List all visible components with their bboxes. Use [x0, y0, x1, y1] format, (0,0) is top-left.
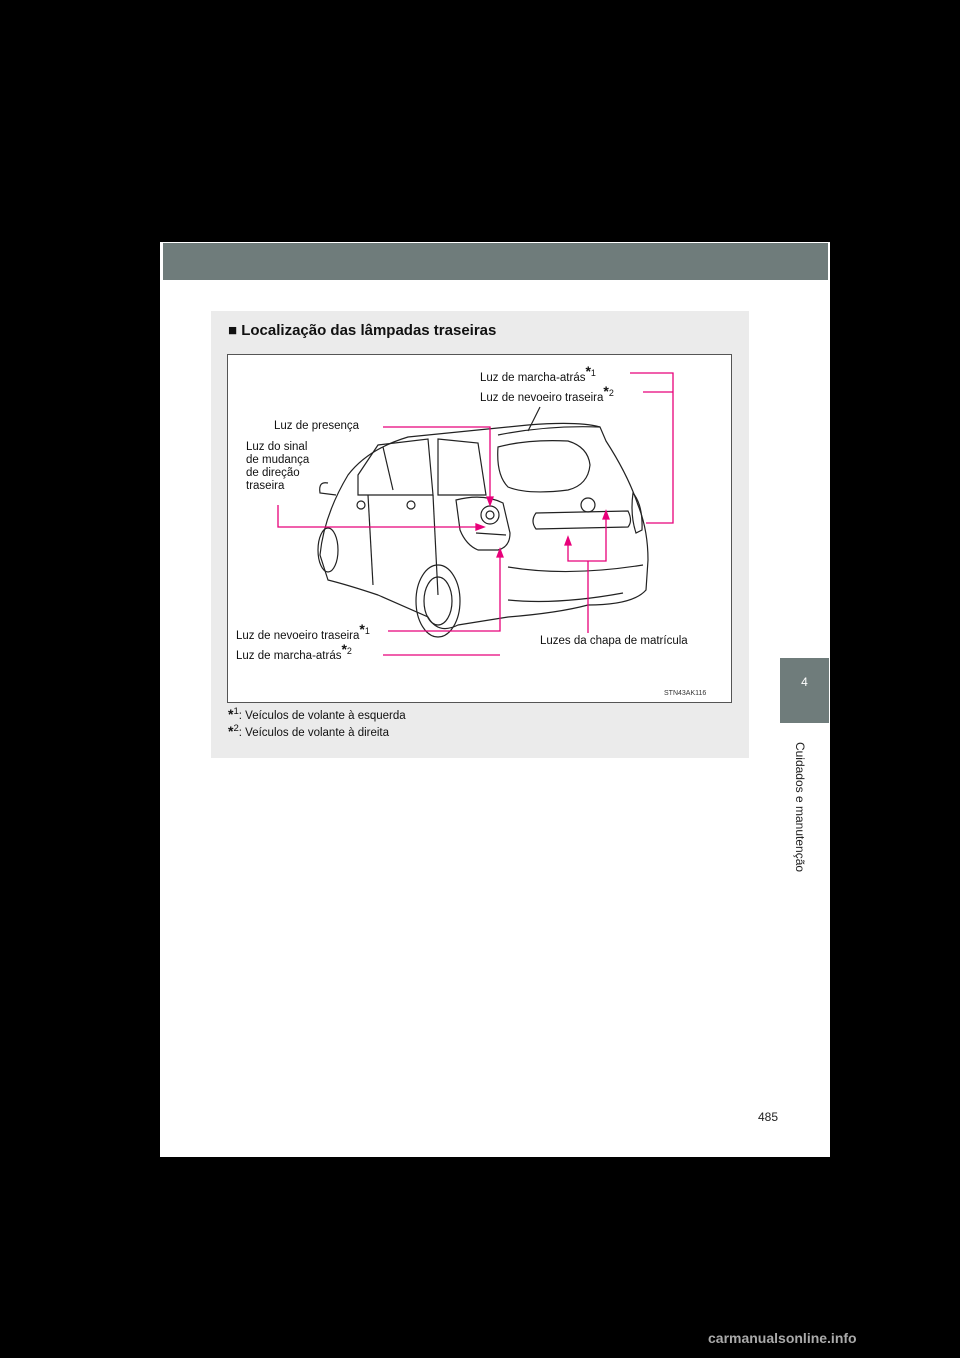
watermark: carmanualsonline.info [708, 1330, 857, 1346]
footnote-1: *$^1$: Veículos de volante à esquerda [228, 706, 406, 722]
chapter-title: Cuidados e manutenção [793, 741, 807, 873]
footnote-2: *$^2$: Veículos de volante à direita [228, 723, 390, 739]
label-reverse-light-1: Luz de marcha-atrás$^{*1}$ [480, 363, 596, 384]
rear-lamps-figure [227, 354, 732, 703]
page-header-bar [163, 243, 828, 280]
section-title: ■ Localização das lâmpadas traseiras [228, 322, 497, 339]
label-rear-fog-light-1: Luz de nevoeiro traseira$^{*1}$ [236, 621, 370, 642]
car-drawing [318, 407, 648, 637]
page-number: 485 [758, 1110, 779, 1124]
chapter-number: 4 [801, 675, 808, 689]
leader-lines [278, 373, 673, 655]
label-presence-light: Luz de presença [274, 420, 360, 432]
label-reverse-light-2: Luz de marcha-atrás$^{*2}$ [236, 641, 352, 662]
label-rear-fog-light-2: Luz de nevoeiro traseira$^{*2}$ [480, 383, 614, 404]
label-plate-lights: Luzes da chapa de matrícula [540, 635, 688, 647]
chapter-label [790, 730, 810, 890]
figure-code: STN43AK116 [664, 690, 707, 697]
chapter-tab [780, 658, 829, 723]
label-turn-signal: Luz do sinal de mudança de direção traseira [246, 441, 310, 492]
